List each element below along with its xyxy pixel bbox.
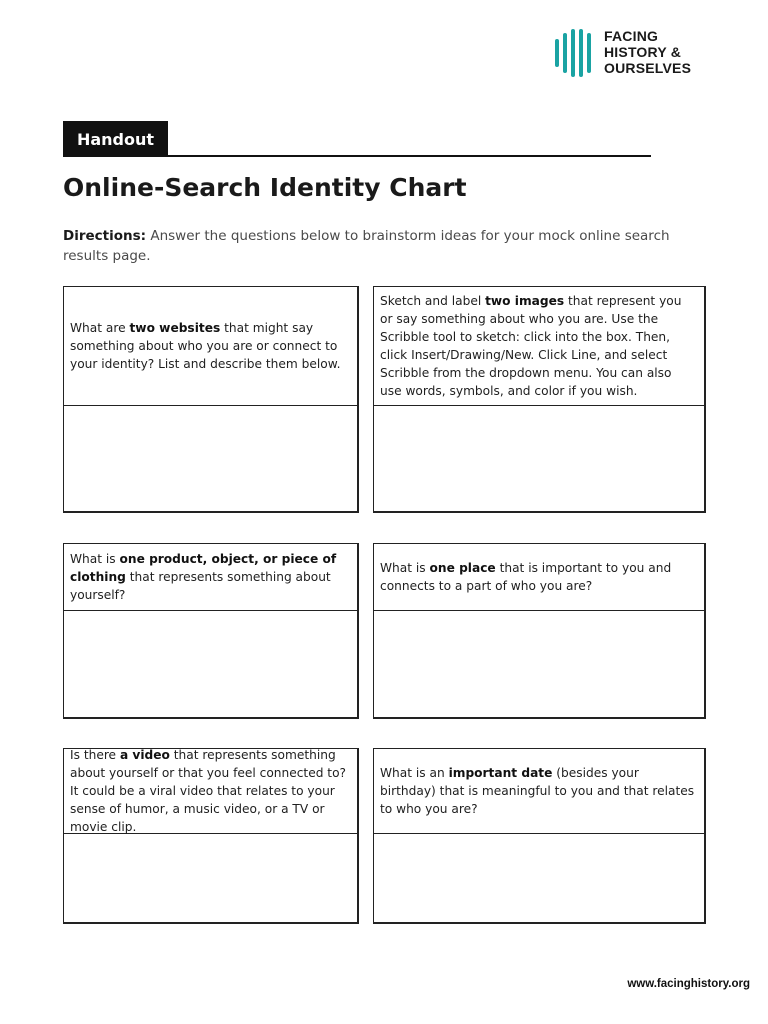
cell-prompt	[374, 749, 704, 834]
chart-cell-product	[63, 543, 359, 719]
logo-line-1: FACING	[604, 28, 659, 44]
cell-prompt	[374, 287, 704, 406]
prompt-text: What is one place that is important to you and connects to a part of who you are?	[380, 561, 672, 593]
directions-text: Answer the questions below to brainstorm ideas for your mock online search results page.	[63, 228, 670, 264]
chart-cell-websites	[63, 286, 359, 513]
logo-line-3: OURSELVES	[604, 60, 692, 76]
facing-history-logo	[553, 28, 723, 80]
prompt-text: What is one product, object, or piece of clothing that represents something about yourself?	[70, 552, 337, 602]
cell-prompt	[374, 544, 704, 611]
answer-area[interactable]	[374, 406, 704, 511]
answer-area[interactable]	[64, 406, 357, 511]
page-title: Online-Search Identity Chart	[63, 173, 467, 202]
footer-url[interactable]: www.facinghistory.org	[627, 978, 750, 990]
chart-cell-images	[373, 286, 706, 513]
logo-line-2: HISTORY &	[604, 44, 682, 60]
logo-wordmark	[604, 28, 691, 76]
answer-area[interactable]	[374, 834, 704, 922]
striped-circle-logo-icon	[553, 28, 599, 78]
chart-cell-video	[63, 748, 359, 924]
chart-cell-date	[373, 748, 706, 924]
prompt-text: What is an important date (besides your birthday) that is meaningful to you and that relates to who you are?	[380, 766, 695, 816]
chart-cell-place	[373, 543, 706, 719]
header-rule	[63, 155, 651, 157]
directions-label: Directions:	[63, 228, 147, 244]
answer-area[interactable]	[64, 834, 357, 922]
answer-area[interactable]	[374, 611, 704, 717]
cell-prompt	[64, 287, 357, 406]
prompt-text: Sketch and label two images that represent you or say something about who you are. Use the Scribble tool to sketch: click into the box. Then, click Insert/Drawing/New. Click Line, and select Scribble from the dropdown menu. You can also use words, symbols, and color if you wish.	[380, 294, 682, 398]
directions	[63, 226, 703, 266]
cell-prompt	[64, 749, 357, 834]
answer-area[interactable]	[64, 611, 357, 717]
handout-tab: Handout	[63, 121, 168, 157]
prompt-text: What are two websites that might say something about who you are or connect to your identity? List and describe them below.	[70, 321, 341, 371]
cell-prompt	[64, 544, 357, 611]
prompt-text: Is there a video that represents something about yourself or that you feel connected to? It could be a viral video that relates to your sense of humor, a music video, or a TV or movie clip.	[70, 748, 347, 834]
